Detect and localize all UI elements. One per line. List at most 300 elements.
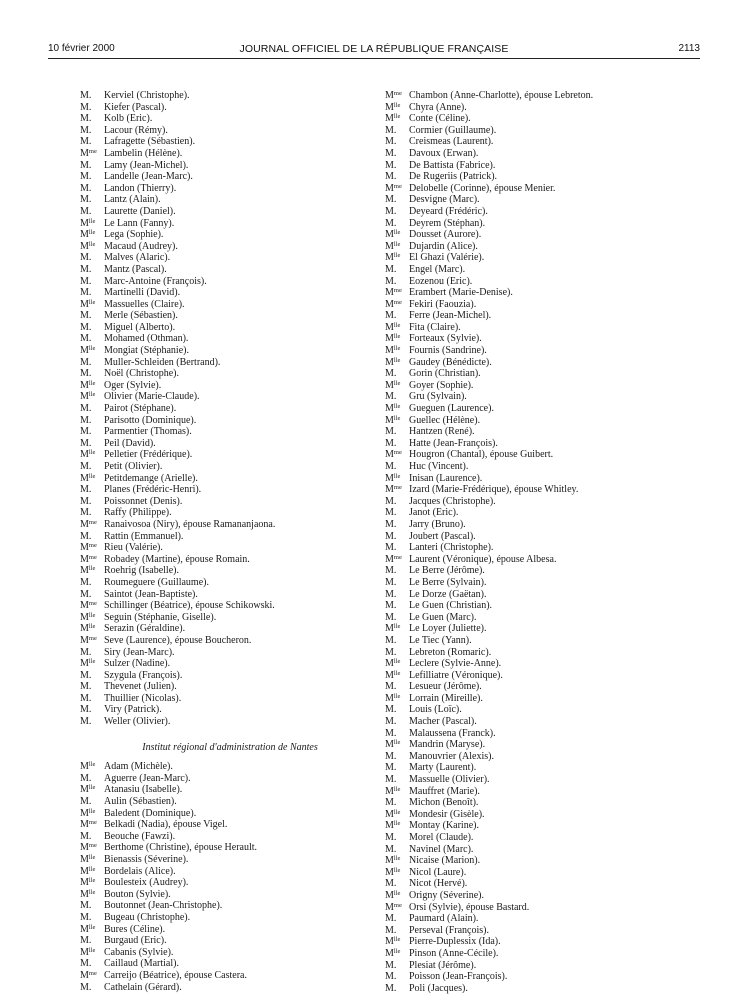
civility: $M^{lle}$ (385, 472, 401, 484)
list-item (385, 589, 705, 601)
civility: $M^{lle}$ (385, 379, 401, 391)
civility: M. (80, 252, 92, 264)
person-name: Macher (Pascal). (409, 716, 477, 728)
person-name: Lambelin (Hélène). (104, 147, 183, 159)
person-name: Lanteri (Christophe). (409, 542, 494, 554)
list-item (80, 947, 360, 959)
civility: M. (80, 287, 92, 299)
list-item (80, 565, 360, 577)
person-name: Belkadi (Nadia), épouse Vigel. (104, 819, 228, 831)
person-name: Pelletier (Frédérique). (104, 449, 193, 461)
civility: M. (385, 530, 397, 542)
person-name: Erambert (Marie-Denise). (409, 287, 513, 299)
civility: $M^{lle}$ (385, 820, 401, 832)
person-name: Pierre-Duplessix (Ida). (409, 936, 501, 948)
civility: $M^{lle}$ (385, 113, 401, 125)
person-name: Rattin (Emmanuel). (104, 530, 184, 542)
list-item (385, 438, 705, 450)
list-item (80, 241, 360, 253)
list-item (385, 867, 705, 879)
civility: M. (80, 484, 92, 496)
civility: $M^{me}$ (385, 90, 402, 101)
civility: M. (80, 310, 92, 322)
list-item (80, 183, 360, 195)
list-item (385, 693, 705, 705)
list-item (80, 218, 360, 230)
civility: M. (80, 830, 92, 842)
person-name: Davoux (Erwan). (409, 147, 479, 159)
civility: M. (80, 368, 92, 380)
list-item (80, 345, 360, 357)
list-item (385, 542, 705, 554)
civility: M. (385, 275, 397, 287)
list-item (80, 102, 360, 114)
page-header (48, 43, 700, 57)
header-date: 10 février 2000 (48, 43, 115, 54)
civility: M. (80, 182, 92, 194)
list-item (80, 507, 360, 519)
person-name: Saintot (Jean-Baptiste). (104, 588, 198, 600)
civility: M. (385, 124, 397, 136)
person-name: Plesiat (Jérôme). (409, 959, 477, 971)
list-item (80, 612, 360, 624)
person-name: Fekiri (Faouzia). (409, 298, 477, 310)
civility: M. (385, 588, 397, 600)
list-item (385, 855, 705, 867)
civility: M. (80, 981, 92, 993)
civility: $M^{lle}$ (385, 356, 401, 368)
list-item (80, 287, 360, 299)
header-rule (48, 58, 700, 59)
list-item (385, 90, 705, 102)
person-name: Le Berre (Jérôme). (409, 565, 485, 577)
civility: M. (385, 832, 397, 843)
civility: M. (385, 774, 397, 786)
civility: M. (385, 147, 397, 159)
civility: M. (80, 113, 92, 125)
list-item (80, 635, 360, 647)
list-item (385, 913, 705, 925)
civility: M. (385, 727, 397, 739)
person-name: Viry (Patrick). (104, 704, 162, 716)
list-item (385, 670, 705, 682)
person-name: Desvigne (Marc). (409, 194, 480, 206)
person-name: Engel (Marc). (409, 263, 466, 275)
person-name: Cormier (Guillaume). (409, 124, 497, 136)
person-name: De Battista (Fabrice). (409, 159, 496, 171)
person-name: Lorrain (Mireille). (409, 692, 483, 704)
list-item (385, 415, 705, 427)
person-name: Pinson (Anne-Cécile). (409, 947, 499, 959)
person-name: Parisotto (Dominique). (104, 414, 197, 426)
list-item (80, 912, 360, 924)
person-name: Laurent (Véronique), épouse Albesa. (409, 553, 557, 565)
person-name: Creismeas (Laurent). (409, 136, 494, 148)
person-name: Kolb (Eric). (104, 113, 153, 125)
list-item (385, 473, 705, 485)
civility: $M^{lle}$ (80, 379, 96, 391)
list-item (80, 403, 360, 415)
person-name: Paumard (Alain). (409, 913, 479, 925)
right-column (385, 90, 705, 994)
list-item (80, 496, 360, 508)
list-item (80, 554, 360, 566)
list-item (385, 357, 705, 369)
list-item (385, 971, 705, 983)
civility: $M^{lle}$ (80, 807, 96, 819)
civility: $M^{lle}$ (385, 252, 401, 264)
civility: $M^{lle}$ (80, 623, 96, 635)
civility: M. (385, 171, 397, 183)
list-item (385, 426, 705, 438)
person-name: Bugeau (Christophe). (104, 911, 191, 923)
list-item (80, 368, 360, 380)
person-name: Oger (Sylvie). (104, 379, 162, 391)
list-item (385, 333, 705, 345)
civility: M. (385, 600, 397, 612)
person-name: Landon (Thierry). (104, 182, 177, 194)
list-item (80, 310, 360, 322)
person-name: Chambon (Anne-Charlotte), épouse Lebreton. (409, 90, 594, 101)
civility: M. (80, 205, 92, 217)
civility: $M^{lle}$ (385, 321, 401, 333)
list-item (385, 786, 705, 798)
civility: M. (80, 101, 92, 113)
left-list-a (80, 90, 360, 728)
civility: M. (385, 507, 397, 519)
list-item (80, 380, 360, 392)
list-item (385, 403, 705, 415)
person-name: Ranaivosoa (Niry), épouse Ramananjaona. (104, 518, 276, 530)
list-item (385, 276, 705, 288)
civility: $M^{me}$ (385, 901, 402, 913)
person-name: Bouton (Sylvie). (104, 888, 171, 900)
civility: M. (385, 518, 397, 530)
civility: $M^{me}$ (80, 969, 97, 981)
list-item (80, 796, 360, 808)
person-name: Gorin (Christian). (409, 368, 481, 380)
person-name: Bordelais (Alice). (104, 865, 176, 877)
list-item (385, 264, 705, 276)
civility: M. (385, 310, 397, 322)
person-name: Bienassis (Séverine). (104, 854, 189, 865)
civility: $M^{lle}$ (80, 923, 96, 935)
civility: $M^{lle}$ (80, 240, 96, 252)
list-item (80, 658, 360, 670)
person-name: Kiefer (Pascal). (104, 101, 167, 113)
list-item (80, 391, 360, 403)
list-item (385, 647, 705, 659)
person-name: Boutonnet (Jean-Christophe). (104, 900, 223, 912)
list-item (80, 519, 360, 531)
person-name: Le Berre (Sylvain). (409, 576, 487, 588)
civility: M. (385, 495, 397, 507)
list-item (385, 612, 705, 624)
list-item (385, 507, 705, 519)
person-name: Rieu (Valérie). (104, 542, 163, 554)
person-name: Gru (Sylvain). (409, 391, 467, 403)
person-name: Le Dorze (Gaëtan). (409, 588, 487, 600)
left-column (80, 90, 360, 993)
person-name: Eozenou (Eric). (409, 275, 473, 287)
person-name: Olivier (Marie-Claude). (104, 391, 200, 403)
person-name: Janot (Eric). (409, 507, 459, 519)
civility: M. (80, 507, 92, 519)
list-item (80, 900, 360, 912)
person-name: Michon (Benoît). (409, 797, 479, 809)
list-item (80, 484, 360, 496)
list-item (80, 415, 360, 427)
civility: M. (80, 263, 92, 275)
civility: $M^{lle}$ (80, 854, 96, 865)
list-item (80, 819, 360, 831)
person-name: Seguin (Stéphanie, Giselle). (104, 611, 217, 623)
person-name: Mauffret (Marie). (409, 785, 480, 797)
list-item (80, 670, 360, 682)
civility: M. (385, 368, 397, 380)
person-name: Lafragette (Sébastien). (104, 136, 196, 148)
person-name: Atanasiu (Isabelle). (104, 784, 183, 796)
list-item (385, 229, 705, 241)
civility: M. (385, 646, 397, 658)
civility: M. (385, 982, 397, 994)
civility: M. (80, 911, 92, 923)
civility: M. (385, 565, 397, 577)
civility: $M^{lle}$ (385, 240, 401, 252)
person-name: Chyra (Anne). (409, 101, 467, 113)
list-item (385, 902, 705, 914)
list-item (385, 728, 705, 740)
list-item (80, 449, 360, 461)
list-item (385, 681, 705, 693)
person-name: Orsi (Sylvie), épouse Bastard. (409, 901, 530, 913)
person-name: Miguel (Alberto). (104, 321, 176, 333)
list-item (80, 761, 360, 773)
person-name: Kerviel (Christophe). (104, 90, 190, 101)
list-item (80, 252, 360, 264)
list-item (80, 681, 360, 693)
civility: M. (385, 217, 397, 229)
list-item (385, 160, 705, 172)
person-name: Petitdemange (Arielle). (104, 472, 198, 484)
civility: M. (80, 171, 92, 183)
list-item (80, 426, 360, 438)
civility: M. (385, 159, 397, 171)
person-name: Pairot (Stéphane). (104, 403, 177, 415)
person-name: Aguerre (Jean-Marc). (104, 772, 191, 784)
person-name: Mondesir (Gisèle). (409, 808, 485, 820)
civility: $M^{lle}$ (385, 808, 401, 820)
person-name: Joubert (Pascal). (409, 530, 476, 542)
right-list (385, 90, 705, 994)
civility: M. (385, 461, 397, 472)
person-name: Deyrem (Stéphan). (409, 217, 486, 229)
list-item (385, 496, 705, 508)
person-name: Poisson (Jean-François). (409, 971, 508, 983)
list-item (80, 958, 360, 970)
civility: $M^{me}$ (80, 634, 97, 646)
person-name: Fournis (Sandrine). (409, 345, 487, 357)
civility: M. (385, 426, 397, 438)
person-name: Bures (Céline). (104, 923, 166, 935)
list-item (80, 808, 360, 820)
person-name: Siry (Jean-Marc). (104, 646, 175, 658)
list-item (80, 693, 360, 705)
list-item (385, 751, 705, 763)
civility: $M^{me}$ (80, 542, 97, 554)
civility: $M^{me}$ (80, 518, 97, 530)
civility: $M^{lle}$ (385, 669, 401, 681)
person-name: Thuillier (Nicolas). (104, 692, 182, 704)
person-name: Merle (Sébastien). (104, 310, 178, 322)
civility: M. (80, 403, 92, 415)
civility: M. (80, 136, 92, 148)
civility: $M^{me}$ (80, 819, 97, 831)
person-name: Martinelli (David). (104, 287, 181, 299)
person-name: Lantz (Alain). (104, 194, 161, 206)
civility: $M^{lle}$ (385, 333, 401, 345)
person-name: Mohamed (Othman). (104, 333, 189, 345)
person-name: Lamy (Jean-Michel). (104, 159, 189, 171)
person-name: Aulin (Sébastien). (104, 796, 177, 808)
civility: $M^{me}$ (385, 484, 402, 496)
civility: M. (80, 958, 92, 970)
civility: $M^{me}$ (385, 449, 402, 461)
civility: M. (80, 935, 92, 947)
person-name: Petit (Olivier). (104, 461, 163, 472)
person-name: Origny (Séverine). (409, 889, 484, 901)
person-name: Serazin (Géraldine). (104, 623, 186, 635)
person-name: Dousset (Aurore). (409, 229, 482, 241)
list-item (80, 577, 360, 589)
civility: $M^{me}$ (80, 553, 97, 565)
civility: M. (80, 704, 92, 716)
civility: M. (385, 611, 397, 623)
list-item (385, 171, 705, 183)
civility: $M^{me}$ (385, 182, 402, 194)
person-name: Cathelain (Gérard). (104, 981, 182, 993)
civility: $M^{lle}$ (385, 345, 401, 357)
civility: M. (385, 913, 397, 925)
person-name: Le Guen (Christian). (409, 600, 493, 612)
list-item (385, 102, 705, 114)
person-name: Roehrig (Isabelle). (104, 565, 179, 577)
list-item (385, 577, 705, 589)
list-item (385, 148, 705, 160)
person-name: Malves (Alaric). (104, 252, 171, 264)
person-name: Conte (Céline). (409, 113, 471, 125)
civility: M. (80, 461, 92, 472)
civility: M. (80, 900, 92, 912)
person-name: Boulesteix (Audrey). (104, 877, 189, 889)
list-item (385, 658, 705, 670)
list-item (385, 704, 705, 716)
person-name: Berthome (Christine), épouse Herault. (104, 842, 258, 854)
civility: M. (385, 843, 397, 855)
person-name: Parmentier (Thomas). (104, 426, 192, 438)
person-name: De Rugeriis (Patrick). (409, 171, 498, 183)
person-name: Marty (Laurent). (409, 762, 477, 774)
civility: M. (80, 576, 92, 588)
list-item (80, 842, 360, 854)
list-item (385, 809, 705, 821)
person-name: Hougron (Chantal), épouse Guibert. (409, 449, 554, 461)
list-item (80, 322, 360, 334)
list-item (80, 831, 360, 843)
person-name: Jarry (Bruno). (409, 518, 466, 530)
civility: M. (385, 634, 397, 646)
person-name: Dujardin (Alice). (409, 240, 478, 252)
list-item (80, 647, 360, 659)
civility: M. (80, 530, 92, 542)
civility: M. (80, 90, 92, 101)
person-name: Massuelle (Olivier). (409, 774, 490, 786)
civility: M. (80, 588, 92, 600)
civility: $M^{lle}$ (80, 865, 96, 877)
list-item (385, 936, 705, 948)
list-item (385, 241, 705, 253)
person-name: Burgaud (Eric). (104, 935, 167, 947)
civility: M. (80, 414, 92, 426)
civility: $M^{lle}$ (80, 298, 96, 310)
person-name: Perseval (François). (409, 924, 489, 936)
list-item (80, 589, 360, 601)
person-name: Manouvrier (Alexis). (409, 750, 494, 762)
civility: M. (80, 796, 92, 808)
list-item (385, 948, 705, 960)
civility: M. (385, 681, 397, 693)
civility: $M^{lle}$ (385, 936, 401, 948)
person-name: Szygula (François). (104, 669, 183, 681)
list-item (385, 925, 705, 937)
list-item (385, 345, 705, 357)
civility: $M^{lle}$ (385, 658, 401, 670)
list-item (80, 160, 360, 172)
civility: M. (80, 426, 92, 438)
civility: M. (385, 704, 397, 716)
list-item (80, 889, 360, 901)
person-name: Baledent (Dominique). (104, 807, 197, 819)
list-item (385, 252, 705, 264)
person-name: Thevenet (Julien). (104, 681, 177, 693)
list-item (80, 90, 360, 102)
civility: $M^{lle}$ (385, 692, 401, 704)
list-item (385, 183, 705, 195)
person-name: Gaudey (Bénédicte). (409, 356, 492, 368)
list-item (385, 113, 705, 125)
list-item (385, 322, 705, 334)
person-name: Malaussena (Franck). (409, 727, 496, 739)
list-item (385, 600, 705, 612)
person-name: Lefilliatre (Véronique). (409, 669, 503, 681)
civility: M. (385, 391, 397, 403)
list-item (80, 461, 360, 473)
list-item (80, 333, 360, 345)
list-item (80, 438, 360, 450)
person-name: Lega (Sophie). (104, 229, 164, 241)
civility: $M^{me}$ (385, 298, 402, 310)
civility: M. (80, 159, 92, 171)
list-item (385, 832, 705, 844)
civility: $M^{me}$ (80, 147, 97, 159)
person-name: Caillaud (Martial). (104, 958, 179, 970)
person-name: Nicaise (Marion). (409, 855, 481, 867)
list-item (80, 623, 360, 635)
person-name: Schillinger (Béatrice), épouse Schikowski. (104, 600, 275, 612)
list-item (80, 276, 360, 288)
list-item (80, 854, 360, 866)
person-name: Poli (Jacques). (409, 982, 468, 994)
